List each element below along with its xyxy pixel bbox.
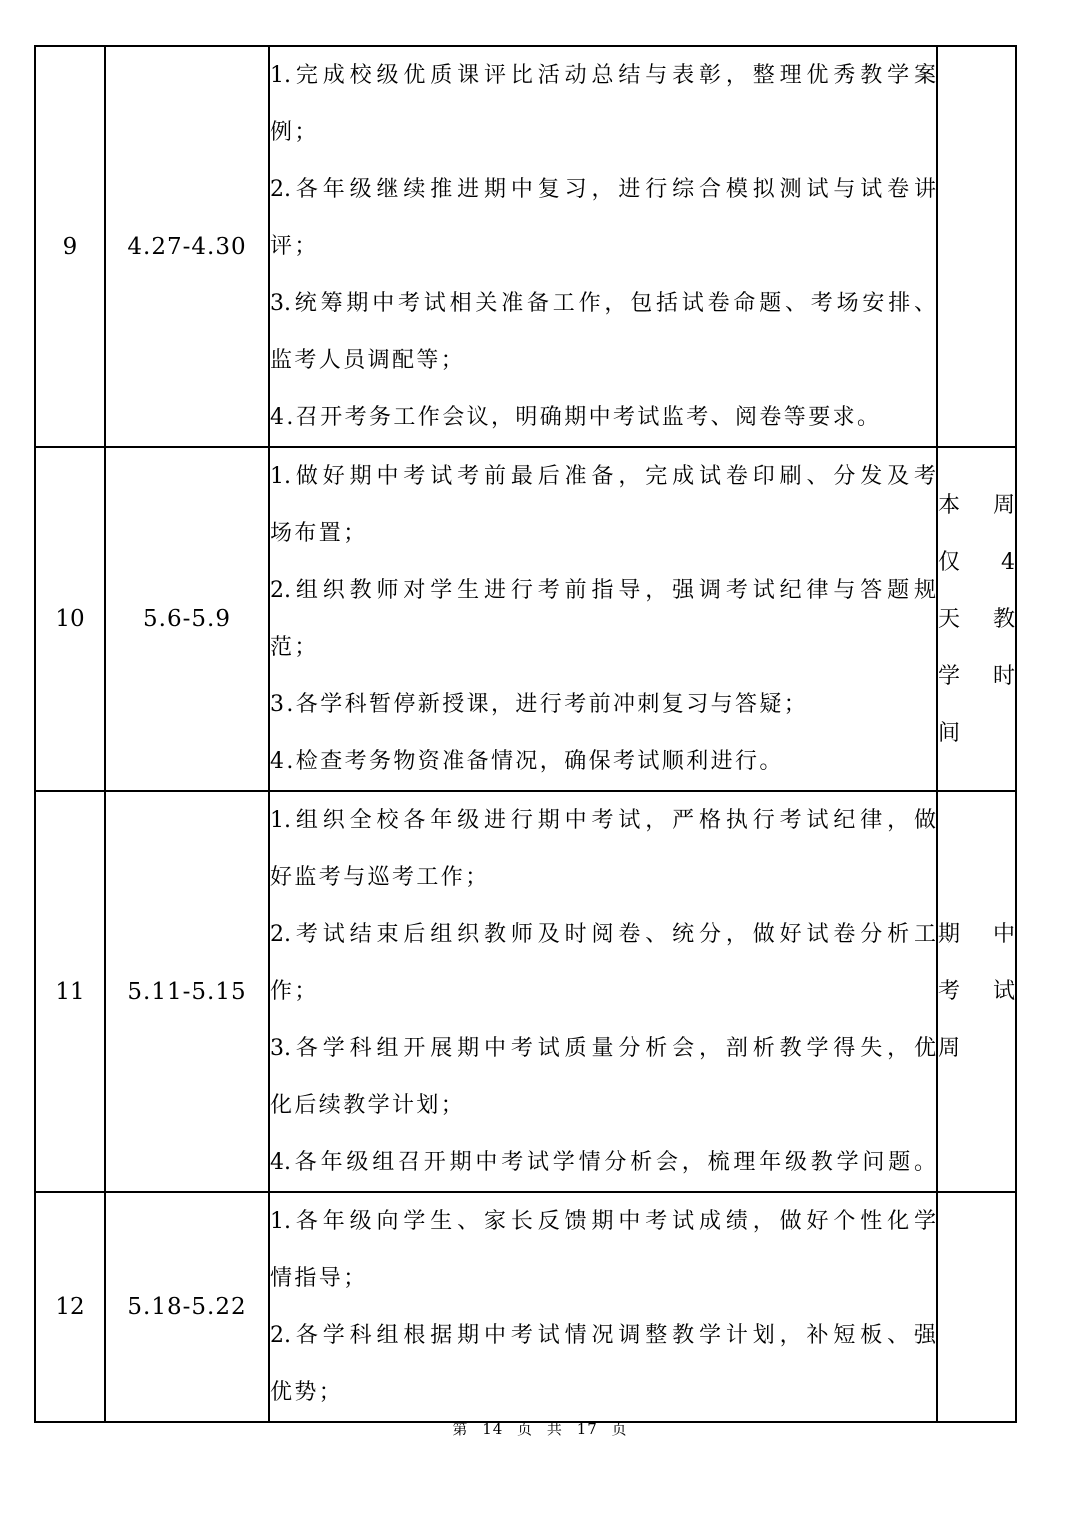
schedule-table-body: [35, 46, 1016, 1422]
remark-line: 学时: [938, 663, 1015, 689]
date-range-cell: 4.27-4.30: [105, 46, 269, 447]
remark-line: 期中: [938, 922, 1015, 947]
date-range-cell: 5.11-5.15: [105, 791, 269, 1192]
work-content-line: 情指导；: [270, 1266, 368, 1291]
date-range-cell: 5.18-5.22: [105, 1192, 269, 1422]
remark-cell: [937, 447, 1016, 791]
work-content-line: 1.做好期中考试考前最后准备，完成试卷印刷、分发及考: [270, 464, 936, 489]
work-content-cell: [269, 447, 937, 791]
remark-cell: [937, 46, 1016, 447]
week-number-cell: 10: [35, 447, 105, 791]
work-content-cell: [269, 791, 937, 1192]
footer-total-word: 共: [546, 1420, 563, 1438]
schedule-row: [35, 46, 1016, 447]
remark-line: 间: [938, 720, 961, 746]
work-content-cell: [269, 1192, 937, 1422]
remark-line: 考试: [938, 979, 1015, 1004]
work-content-line: 3.各学科暂停新授课，进行考前冲刺复习与答疑；: [270, 692, 809, 717]
remark-line: 周: [938, 1036, 961, 1061]
remark-cell: [937, 791, 1016, 1192]
work-content-line: 3.统筹期中考试相关准备工作，包括试卷命题、考场安排、: [270, 291, 936, 316]
work-content-line: 例；: [270, 120, 319, 145]
work-content-line: 2.考试结束后组织教师及时阅卷、统分，做好试卷分析工: [270, 922, 936, 947]
footer-page-number: 14: [482, 1420, 504, 1438]
work-content-line: 场布置；: [270, 521, 368, 546]
remark-cell: [937, 1192, 1016, 1422]
work-content-line: 2.组织教师对学生进行考前指导，强调考试纪律与答题规: [270, 578, 936, 603]
page-footer: [0, 1418, 1080, 1439]
work-content-line: 监考人员调配等；: [270, 348, 466, 373]
work-content-line: 好监考与巡考工作；: [270, 865, 490, 890]
work-content-line: 2.各年级继续推进期中复习，进行综合模拟测试与试卷讲: [270, 177, 936, 202]
week-number-cell: 9: [35, 46, 105, 447]
footer-total-pages: 17: [576, 1420, 598, 1438]
work-content-line: 2.各学科组根据期中考试情况调整教学计划，补短板、强: [270, 1323, 936, 1348]
remark-line: 天教: [938, 606, 1015, 632]
work-content-line: 4.各年级组召开期中考试学情分析会，梳理年级教学问题。: [270, 1150, 936, 1175]
footer-page-word: 页: [517, 1420, 534, 1438]
schedule-table: [34, 45, 1017, 1423]
week-number-cell: 12: [35, 1192, 105, 1422]
remark-line: 本周: [938, 492, 1015, 518]
footer-prefix: 第: [452, 1420, 469, 1438]
date-range-cell: 5.6-5.9: [105, 447, 269, 791]
work-content-line: 作；: [270, 979, 319, 1004]
work-content-line: 1.组织全校各年级进行期中考试，严格执行考试纪律，做: [270, 808, 936, 833]
work-content-line: 化后续教学计划；: [270, 1093, 466, 1118]
schedule-row: [35, 447, 1016, 791]
footer-suffix: 页: [611, 1420, 628, 1438]
schedule-row: [35, 791, 1016, 1192]
work-content-line: 1.完成校级优质课评比活动总结与表彰，整理优秀教学案: [270, 63, 936, 88]
remark-line: 仅 4: [938, 549, 1015, 575]
week-number-cell: 11: [35, 791, 105, 1192]
schedule-row: [35, 1192, 1016, 1422]
work-content-line: 4.召开考务工作会议，明确期中考试监考、阅卷等要求。: [270, 405, 882, 430]
work-content-line: 3.各学科组开展期中考试质量分析会，剖析教学得失，优: [270, 1036, 936, 1061]
work-content-line: 评；: [270, 234, 319, 259]
work-content-cell: [269, 46, 937, 447]
work-content-line: 1.各年级向学生、家长反馈期中考试成绩，做好个性化学: [270, 1209, 936, 1234]
work-content-line: 范；: [270, 635, 319, 660]
work-content-line: 优势；: [270, 1380, 344, 1405]
work-content-line: 4.检查考务物资准备情况，确保考试顺利进行。: [270, 749, 784, 774]
